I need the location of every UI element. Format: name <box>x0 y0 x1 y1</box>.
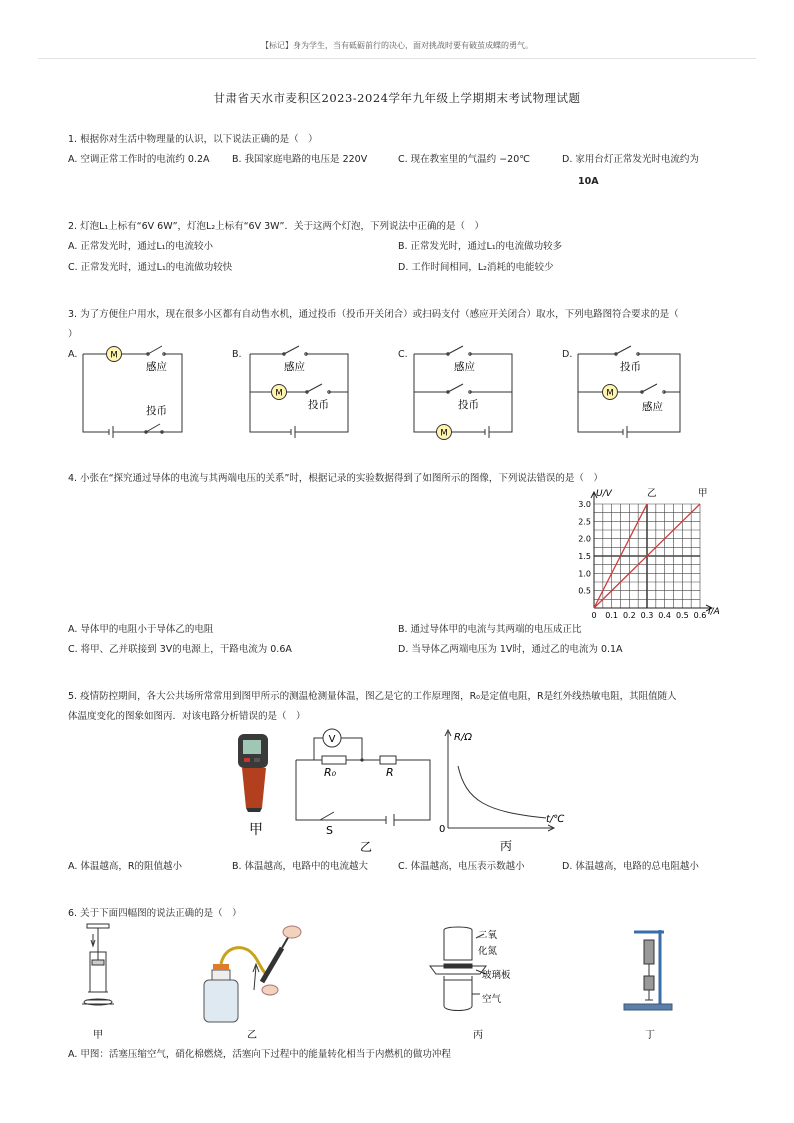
q3-stem-cont: ） <box>68 329 78 340</box>
q6-fig-jia <box>78 920 126 1044</box>
thermometer-gun-image <box>232 728 280 838</box>
q2-stem: 2. 灯泡L₁上标有“6V 6W”，灯泡L₂上标有“6V 3W”．关于这两个灯泡，下列说法中正确的是（ ） <box>68 221 484 232</box>
q5-circuit-yi <box>290 724 440 854</box>
glass-label: 玻璃板 <box>482 970 511 981</box>
q3-stem: 3. 为了方便住户用水，现在很多小区都有自动售水机，通过投币（投币开关闭合）或扫码支付（感应开关闭合）取水，下列电路图符合要求的是（ <box>68 309 679 320</box>
q2-option-b[interactable]: B. 正常发光时，通过L₁的电流做功较多 <box>398 241 563 252</box>
r-axis-label: R/Ω <box>454 732 472 743</box>
voltmeter-label: V <box>328 734 336 745</box>
q4-option-b[interactable]: B. 通过导体甲的电流与其两端的电压成正比 <box>398 624 582 635</box>
sense-label: 感应 <box>642 401 663 413</box>
q1-option-d-cont: 10A <box>578 176 599 187</box>
q3-option-d[interactable]: D. <box>562 349 573 360</box>
q4-option-c[interactable]: C. 将甲、乙并联接到 3V的电源上，干路电流为 0.6A <box>68 644 292 655</box>
page-title: 甘肃省天水市麦积区2023-2024学年九年级上学期期末考试物理试题 <box>213 91 581 105</box>
fig-jia-label: 甲 <box>249 822 263 838</box>
q6-fig-yi <box>196 920 312 1044</box>
x-axis-label: I/A <box>708 607 720 617</box>
q4-stem: 4. 小张在“探究通过导体的电流与其两端电压的关系”时，根据记录的实验数据得到了如图所示的图像，下列说法错误的是（ ） <box>68 473 603 484</box>
q3-circuit-c <box>408 340 520 440</box>
fig-bing-label: 丙 <box>473 1030 483 1041</box>
y-axis-label: U/V <box>596 489 612 499</box>
fig-yi-label: 乙 <box>247 1030 257 1041</box>
q3-option-c[interactable]: C. <box>398 349 408 360</box>
x-tick-label: 0.5 <box>675 611 689 618</box>
q6-fig-ding <box>620 920 680 1044</box>
switch-label: S <box>326 824 333 837</box>
q1-option-b[interactable]: B. 我国家庭电路的电压是 220V <box>232 154 368 165</box>
q2-option-d[interactable]: D. 工作时间相同，L₂消耗的电能较少 <box>398 262 554 273</box>
q1-stem: 1. 根据你对生活中物理量的认识，以下说法正确的是（ ） <box>68 134 318 145</box>
motor-label: M <box>275 388 283 399</box>
y-tick-label: 3.0 <box>578 500 591 509</box>
y-tick-label: 0.5 <box>578 586 591 596</box>
q1-option-a[interactable]: A. 空调正常工作时的电流约 0.2A <box>68 154 210 165</box>
q5-stem: 5. 疫情防控期间，各大公共场所常常用到图甲所示的测温枪测量体温，图乙是它的工作原理图，R₀是定值电阻，R是红外线热敏电阻，其阻值随人 <box>68 691 677 702</box>
q4-option-d[interactable]: D. 当导体乙两端电压为 1V时，通过乙的电流为 0.1A <box>398 644 623 655</box>
q6-option-a[interactable]: A. 甲图：活塞压缩空气，硝化棉燃烧，活塞向下过程中的能量转化相当于内燃机的做功冲程 <box>68 1049 451 1060</box>
header-note: 【标记】身为学生，当有砥砺前行的决心，面对挑战时要有破茧成蝶的勇气。 <box>261 41 533 50</box>
y-tick-label: 2.0 <box>578 534 591 544</box>
coin-label: 投币 <box>620 361 641 373</box>
motor-label: M <box>606 388 614 399</box>
x-tick-label: 0.1 <box>605 611 619 618</box>
y-tick-label: 1.0 <box>578 569 591 579</box>
coin-label: 投币 <box>308 399 329 411</box>
motor-label: M <box>440 428 448 439</box>
x-tick-label: 0 <box>591 611 597 618</box>
x-tick-label: 0.2 <box>622 611 636 618</box>
coin-label: 投币 <box>146 405 167 417</box>
series-label-yi: 乙 <box>647 488 657 499</box>
q3-option-a[interactable]: A. <box>68 349 78 360</box>
q2-option-c[interactable]: C. 正常发光时，通过L₁的电流做功较快 <box>68 262 233 273</box>
fig-bing-label: 丙 <box>500 839 513 852</box>
x-tick-label: 0.6 <box>693 611 707 618</box>
q3-circuit-d <box>572 340 688 440</box>
q1-option-d[interactable]: D. 家用台灯正常发光时电流约为 <box>562 154 699 165</box>
q2-option-a[interactable]: A. 正常发光时，通过L₁的电流较小 <box>68 241 213 252</box>
t-axis-label: t/℃ <box>546 814 565 825</box>
q5-option-b[interactable]: B. 体温越高，电路中的电流越大 <box>232 861 369 872</box>
y-tick-label: 2.5 <box>578 517 591 527</box>
gas-label: 二氧 <box>478 930 498 941</box>
fig-jia-label: 甲 <box>93 1030 103 1041</box>
air-label: 空气 <box>482 994 502 1005</box>
q5-option-c[interactable]: C. 体温越高，电压表示数越小 <box>398 861 525 872</box>
q1-option-c[interactable]: C. 现在教室里的气温约 −20℃ <box>398 154 530 165</box>
fig-yi-label: 乙 <box>360 840 373 854</box>
q3-circuit-a <box>76 340 188 440</box>
q6-fig-bing <box>420 920 540 1044</box>
q3-option-b[interactable]: B. <box>232 349 242 360</box>
fig-ding-label: 丁 <box>645 1030 655 1041</box>
r-label: R <box>386 766 394 779</box>
sense-label: 感应 <box>146 361 167 373</box>
sense-label: 感应 <box>454 361 475 373</box>
r0-label: R₀ <box>324 766 337 779</box>
header-divider <box>38 58 756 59</box>
x-tick-label: 0.3 <box>640 611 654 618</box>
origin-label: 0 <box>439 824 446 835</box>
sense-label: 感应 <box>284 361 305 373</box>
motor-label: M <box>110 350 118 361</box>
q4-ui-chart <box>548 484 734 618</box>
q5-option-a[interactable]: A. 体温越高，R的阻值越小 <box>68 861 182 872</box>
q6-stem: 6. 关于下面四幅图的说法正确的是（ ） <box>68 908 242 919</box>
q4-option-a[interactable]: A. 导体甲的电阻小于导体乙的电阻 <box>68 624 214 635</box>
coin-label: 投币 <box>458 399 479 411</box>
x-tick-label: 0.4 <box>658 611 672 618</box>
q5-stem-cont: 体温度变化的图象如图丙．对该电路分析错误的是（ ） <box>68 711 306 722</box>
series-label-jia: 甲 <box>698 488 708 499</box>
y-tick-label: 1.5 <box>578 552 591 561</box>
q3-circuit-b <box>244 340 356 440</box>
q5-graph-bing <box>436 726 576 852</box>
q5-option-d[interactable]: D. 体温越高，电路的总电阻越小 <box>562 861 699 872</box>
gas-label-2: 化氮 <box>478 946 498 957</box>
